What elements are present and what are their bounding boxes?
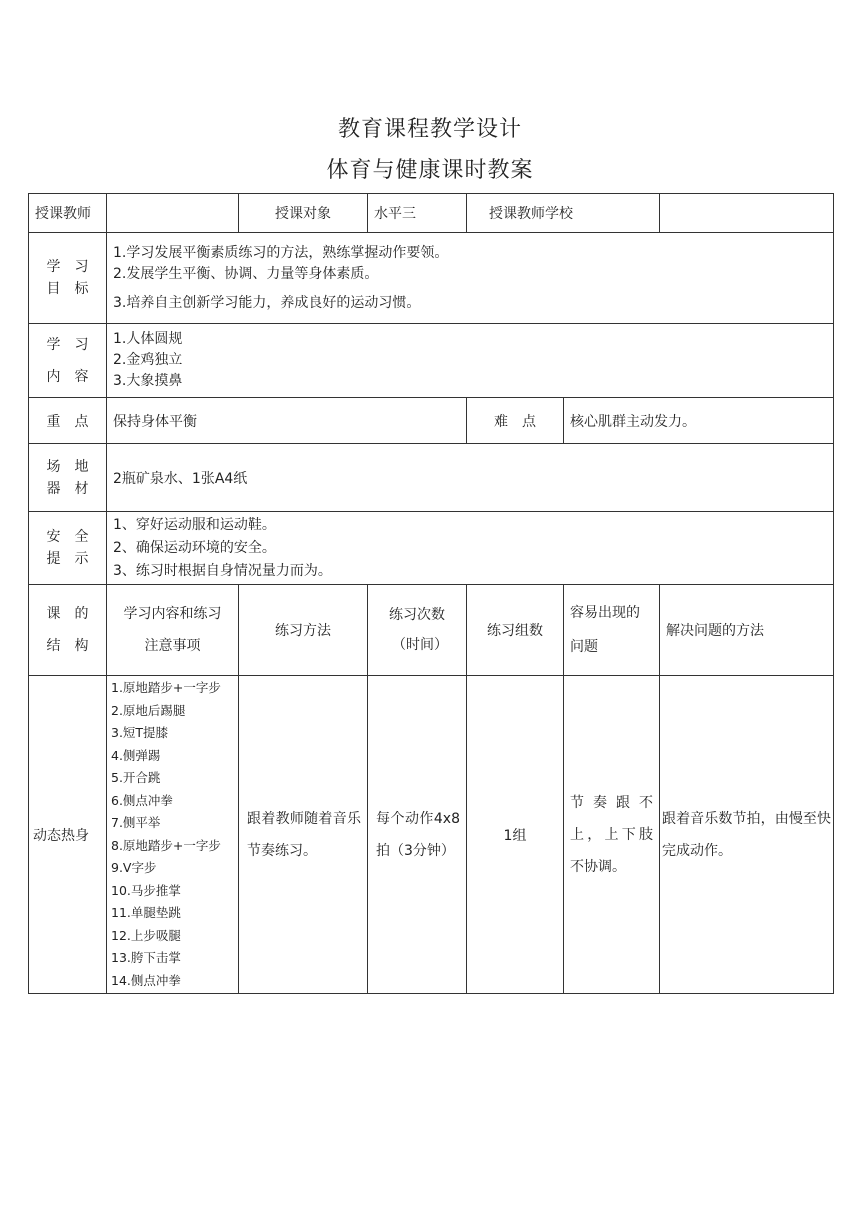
key-label: 重 点 (29, 398, 107, 444)
warmup-groups: 1组 (467, 676, 564, 994)
venue-value: 2瓶矿泉水、1张A4纸 (107, 444, 834, 512)
exercise-item: 12.上步吸腿 (111, 927, 181, 943)
exercise-item: 14.侧点冲拳 (111, 972, 181, 988)
exercise-item: 5.开合跳 (111, 770, 161, 785)
exercise-item: 8.原地踏步+一字步 (111, 837, 221, 853)
teacher-value (107, 194, 239, 233)
exercise-item: 4.侧弹踢 (111, 747, 161, 763)
difficulty-label: 难 点 (467, 398, 564, 444)
venue-label: 场 地 器 材 (29, 444, 107, 512)
content-label: 学 习 内 容 (29, 324, 107, 398)
difficulty-value: 核心肌群主动发力。 (564, 398, 834, 444)
exercise-item: 7.侧平举 (111, 815, 161, 830)
exercise-item: 9.V字步 (111, 860, 157, 875)
goal-item: 3.培养自主创新学习能力，养成良好的运动习惯。 (113, 294, 421, 311)
goal-item: 2.发展学生平衡、协调、力量等身体素质。 (113, 265, 379, 282)
content-item: 3.大象摸鼻 (113, 373, 183, 389)
exercise-item: 2.原地后踢腿 (111, 702, 186, 718)
safety-item: 3、练习时根据自身情况量力而为。 (113, 562, 332, 579)
exercise-item: 6.侧点冲拳 (111, 792, 173, 808)
goals-label: 学 习 目 标 (29, 233, 107, 324)
warmup-problems: 节奏跟不上，上下肢不协调。 (564, 676, 660, 994)
teacher-label: 授课教师 (29, 194, 107, 233)
exercise-item: 3.短T提膝 (111, 725, 169, 740)
goals-list (107, 233, 834, 324)
safety-item: 2、确保运动环境的安全。 (113, 539, 276, 556)
exercise-item: 1.原地踏步+一字步 (111, 680, 221, 695)
safety-item: 1、穿好运动服和运动鞋。 (113, 516, 276, 533)
safety-label: 安 全 提 示 (29, 512, 107, 585)
header-count: 练习次数 （时间） (368, 585, 467, 676)
content-item: 1.人体圆规 (113, 331, 183, 347)
exercise-item: 10.马步推掌 (111, 882, 181, 898)
key-value: 保持身体平衡 (107, 398, 467, 444)
target-value: 水平三 (368, 194, 467, 233)
warmup-method: 跟着教师随着音乐节奏练习。 (239, 676, 368, 994)
exercise-item: 11.单腿垫跳 (111, 905, 181, 920)
exercise-item: 13.胯下击掌 (111, 950, 181, 965)
warmup-solution: 跟着音乐数节拍，由慢至快完成动作。 (660, 676, 834, 994)
header-problems: 容易出现的 问题 (564, 585, 660, 676)
content-list (107, 324, 834, 398)
header-groups: 练习组数 (467, 585, 564, 676)
header-method: 练习方法 (239, 585, 368, 676)
header-structure: 课 的 结 构 (29, 585, 107, 676)
target-label: 授课对象 (239, 194, 368, 233)
page-subtitle: 体育与健康课时教案 (326, 158, 534, 183)
school-label: 授课教师学校 (467, 194, 660, 233)
header-solution: 解决问题的方法 (660, 585, 834, 676)
goal-item: 1.学习发展平衡素质练习的方法，熟练掌握动作要领。 (113, 244, 449, 261)
lesson-plan-table (28, 193, 834, 994)
page-title: 教育课程教学设计 (337, 117, 522, 142)
content-item: 2.金鸡独立 (113, 352, 183, 368)
school-value (660, 194, 834, 233)
warmup-section: 动态热身 (29, 676, 107, 994)
header-content: 学习内容和练习 注意事项 (107, 585, 239, 676)
safety-list (107, 512, 834, 585)
warmup-exercise-list (107, 676, 239, 994)
warmup-count: 每个动作4x8拍（3分钟） (368, 676, 467, 994)
